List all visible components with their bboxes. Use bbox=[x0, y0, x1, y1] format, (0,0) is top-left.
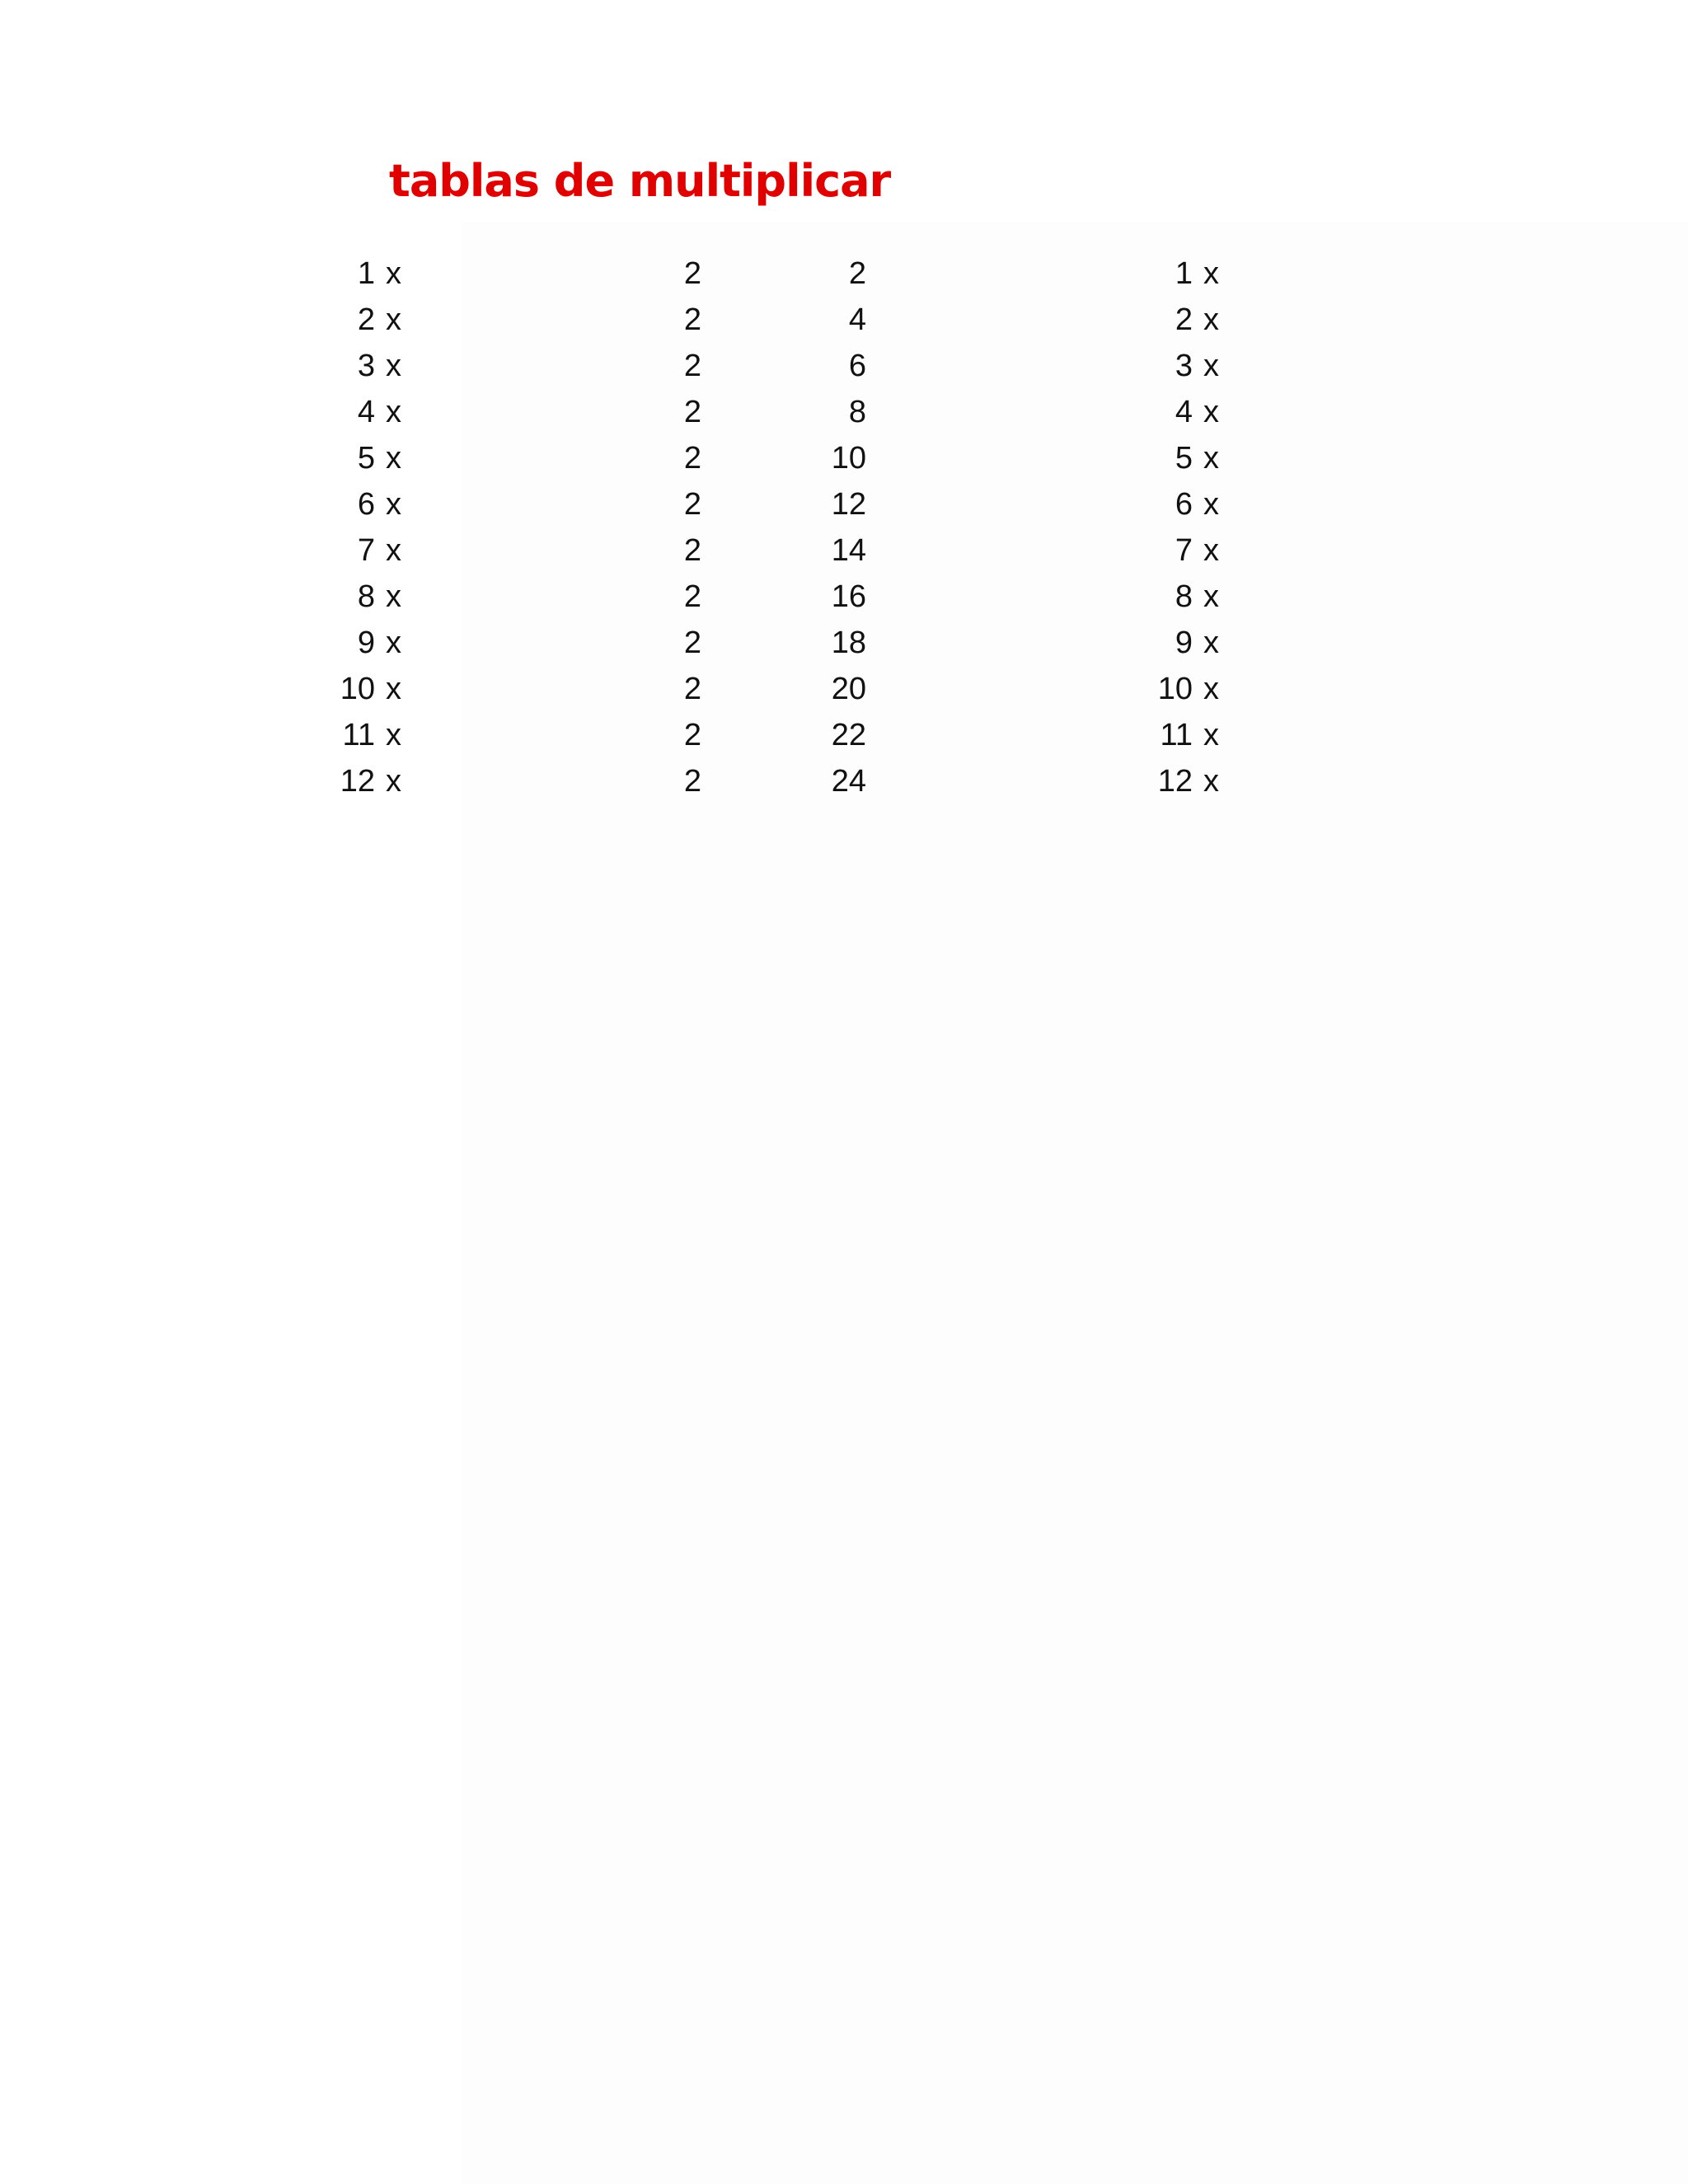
right-number: 10 bbox=[1157, 672, 1193, 706]
result: 6 bbox=[848, 349, 866, 383]
right-number: 2 bbox=[1175, 302, 1193, 337]
left-number: 3 bbox=[357, 349, 375, 383]
left-number: 5 bbox=[357, 441, 375, 476]
times-sign: x bbox=[1203, 718, 1219, 752]
times-sign: x bbox=[1203, 256, 1219, 291]
left-number: 4 bbox=[357, 395, 375, 429]
left-number: 6 bbox=[357, 487, 375, 522]
factor: 2 bbox=[683, 302, 701, 337]
times-sign: x bbox=[386, 256, 401, 291]
times-sign: x bbox=[1203, 626, 1219, 660]
times-sign: x bbox=[1203, 764, 1219, 799]
times-sign: x bbox=[386, 764, 401, 799]
right-number: 4 bbox=[1175, 395, 1193, 429]
times-sign: x bbox=[1203, 349, 1219, 383]
factor: 2 bbox=[683, 718, 701, 752]
table-row bbox=[0, 527, 1688, 574]
left-number: 8 bbox=[357, 579, 375, 614]
times-sign: x bbox=[386, 395, 401, 429]
left-number: 7 bbox=[357, 533, 375, 568]
result: 20 bbox=[831, 672, 866, 706]
left-number: 9 bbox=[357, 626, 375, 660]
right-number: 3 bbox=[1175, 349, 1193, 383]
times-sign: x bbox=[1203, 487, 1219, 522]
result: 14 bbox=[831, 533, 866, 568]
result: 2 bbox=[848, 256, 866, 291]
right-number: 1 bbox=[1175, 256, 1193, 291]
times-sign: x bbox=[1203, 441, 1219, 476]
right-number: 7 bbox=[1175, 533, 1193, 568]
table-row bbox=[0, 435, 1688, 481]
right-number: 5 bbox=[1175, 441, 1193, 476]
right-number: 6 bbox=[1175, 487, 1193, 522]
table-row bbox=[0, 481, 1688, 527]
left-number: 12 bbox=[340, 764, 375, 799]
times-sign: x bbox=[1203, 302, 1219, 337]
times-sign: x bbox=[386, 302, 401, 337]
times-sign: x bbox=[1203, 672, 1219, 706]
right-number: 8 bbox=[1175, 579, 1193, 614]
times-sign: x bbox=[386, 349, 401, 383]
times-sign: x bbox=[1203, 579, 1219, 614]
factor: 2 bbox=[683, 626, 701, 660]
times-sign: x bbox=[386, 672, 401, 706]
table-row bbox=[0, 297, 1688, 343]
result: 4 bbox=[848, 302, 866, 337]
table-row bbox=[0, 620, 1688, 666]
table-row bbox=[0, 343, 1688, 389]
times-sign: x bbox=[386, 626, 401, 660]
result: 12 bbox=[831, 487, 866, 522]
times-sign: x bbox=[386, 487, 401, 522]
times-sign: x bbox=[386, 718, 401, 752]
result: 10 bbox=[831, 441, 866, 476]
result: 22 bbox=[831, 718, 866, 752]
times-sign: x bbox=[1203, 395, 1219, 429]
page-title: tablas de multiplicar bbox=[389, 155, 891, 207]
result: 18 bbox=[831, 626, 866, 660]
left-number: 2 bbox=[357, 302, 375, 337]
right-number: 12 bbox=[1157, 764, 1193, 799]
table-row bbox=[0, 712, 1688, 758]
table-row bbox=[0, 251, 1688, 297]
times-sign: x bbox=[1203, 533, 1219, 568]
table-row bbox=[0, 574, 1688, 620]
factor: 2 bbox=[683, 395, 701, 429]
times-sign: x bbox=[386, 579, 401, 614]
result: 24 bbox=[831, 764, 866, 799]
right-number: 11 bbox=[1160, 718, 1193, 752]
factor: 2 bbox=[683, 533, 701, 568]
left-number: 11 bbox=[342, 718, 375, 752]
result: 8 bbox=[848, 395, 866, 429]
factor: 2 bbox=[683, 349, 701, 383]
result: 16 bbox=[831, 579, 866, 614]
factor: 2 bbox=[683, 487, 701, 522]
times-sign: x bbox=[386, 441, 401, 476]
factor: 2 bbox=[683, 441, 701, 476]
table-row bbox=[0, 389, 1688, 435]
left-number: 10 bbox=[340, 672, 375, 706]
right-number: 9 bbox=[1175, 626, 1193, 660]
factor: 2 bbox=[683, 579, 701, 614]
factor: 2 bbox=[683, 256, 701, 291]
table-row bbox=[0, 666, 1688, 712]
factor: 2 bbox=[683, 764, 701, 799]
times-sign: x bbox=[386, 533, 401, 568]
table-row bbox=[0, 758, 1688, 804]
factor: 2 bbox=[683, 672, 701, 706]
left-number: 1 bbox=[357, 256, 375, 291]
